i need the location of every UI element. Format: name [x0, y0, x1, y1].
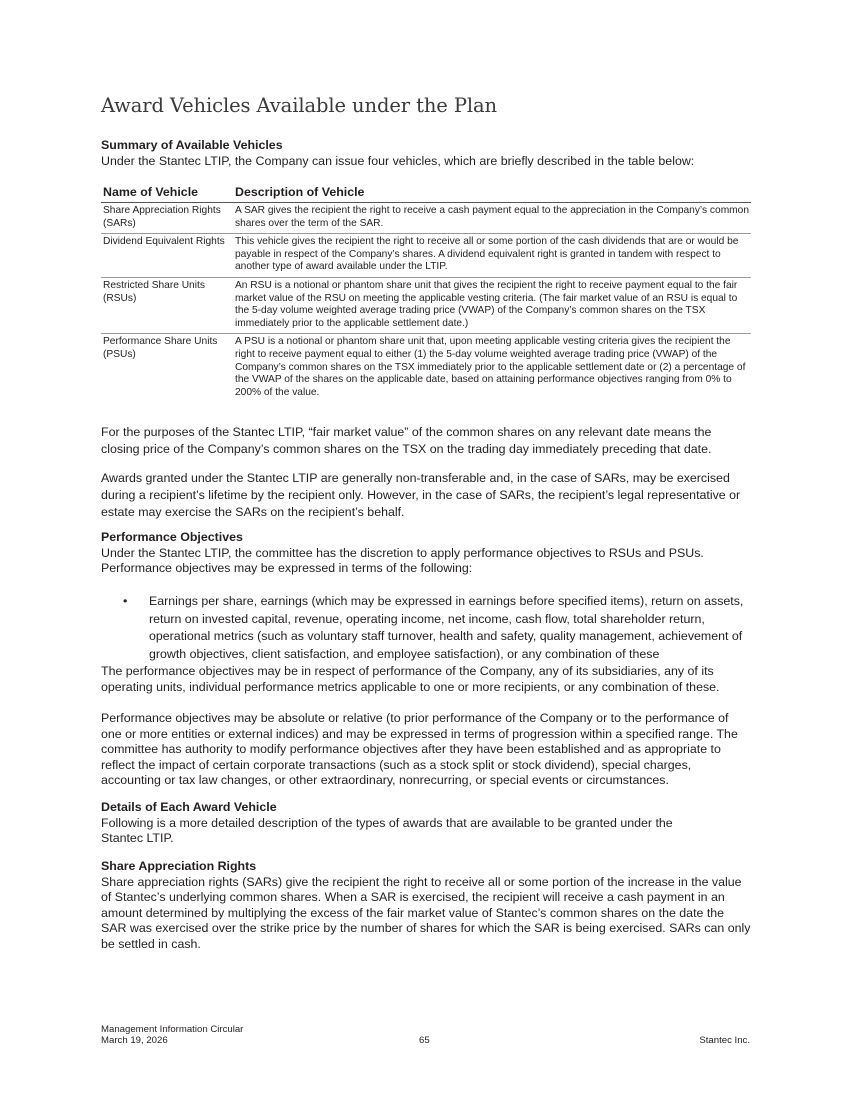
sar-section	[101, 859, 751, 953]
vehicle-description: An RSU is a notional or phantom share unit that gives the recipient the right to receive payment equal to the fair market value of the RSU on meeting the applicable vesting criteria. (The fair market value of an RSU is equal to the 5-day volume weighted average trading price (VWAP) of the Company’s common shares on the TSX immediately prior to the applicable settlement date.)	[233, 277, 751, 333]
table-header-row	[101, 185, 751, 203]
performance-paragraph: Performance objectives may be absolute or relative (to prior performance of the Company or to the performance of one or more entities or external indices) and may be expressed in terms of progression within a specified range. The committee has authority to modify performance objectives after they have been established and as appropriate to reflect the impact of certain corporate transactions (such as a stock split or stock dividend), special charges, accounting or tax law changes, or other extraordinary, nonrecurring, or special events or circumstances.	[101, 711, 738, 788]
bullet-list	[101, 593, 751, 663]
performance-section	[101, 530, 751, 577]
awards-paragraph-block	[101, 470, 751, 521]
sar-text: Share appreciation rights (SARs) give the recipient the right to receive all or some portion of the increase in the value of Stantec’s underlying common shares. When a SAR is exercised, the recipient will receive a cash payment in an amount determined by multiplying the excess of the fair market value of Stantec’s common shares on the date the SAR was exercised over the strike price by the number of shares for which the SAR is being exercised. SARs can only be settled in cash.	[101, 874, 751, 951]
details-section	[101, 800, 751, 847]
performance-heading: Performance Objectives	[101, 530, 243, 544]
vehicle-name: Share Appreciation Rights (SARs)	[101, 203, 233, 234]
awards-paragraph: Awards granted under the Stantec LTIP are generally non-transferable and, in the case of SARs, may be exercised during a recipient’s lifetime by the recipient only. However, in the case of SARs, the recipient’s legal representative or estate may exercise the SARs on the recipient’s behalf.	[101, 471, 741, 519]
performance-para1-block	[101, 664, 751, 695]
vehicle-name: Dividend Equivalent Rights	[101, 234, 233, 278]
vehicle-description: A PSU is a notional or phantom share unit that, upon meeting applicable vesting criteria gives the recipient the right to receive payment equal to either (1) the 5-day volume weighted average trading price (VWAP) of the Company’s common shares on the TSX immediately prior to the applicable settlement date or (2) a percentage of the VWAP of the shares on the applicable date, based on attaining performance objectives ranging from 0% to 200% of the value.	[235, 336, 746, 398]
table-row	[101, 277, 751, 333]
table-row	[101, 234, 751, 278]
summary-heading: Summary of Available Vehicles	[101, 138, 283, 152]
sar-heading: Share Appreciation Rights	[101, 859, 257, 873]
page-number: 65	[419, 1035, 430, 1046]
footer-company: Stantec Inc.	[699, 1035, 750, 1046]
fmv-paragraph-block	[101, 424, 751, 458]
performance-para2-block	[101, 711, 751, 789]
performance-paragraph: The performance objectives may be in respect of performance of the Company, any of its subsidiaries, any of its operating units, individual performance metrics applicable to one or more recipients, or any combination of these.	[101, 664, 720, 694]
list-item	[101, 593, 751, 663]
details-heading: Details of Each Award Vehicle	[101, 800, 277, 814]
bullet-text: Earnings per share, earnings (which may be expressed in earnings before specified items), return on assets, return on invested capital, revenue, operating income, net income, cash flow, total shareholder return, operational metrics (such as voluntary staff turnover, health and safety, quality management, achievement of growth objectives, client satisfaction, and employee satisfaction), or any combination of these	[149, 594, 744, 661]
summary-intro: Under the Stantec LTIP, the Company can issue four vehicles, which are briefly described in the table below:	[101, 153, 695, 168]
footer-document-name: Management Information Circular	[101, 1024, 244, 1035]
bullet-marker: •	[123, 594, 128, 608]
vehicle-description: A SAR gives the recipient the right to receive a cash payment equal to the appreciation in the Company’s common shares over the term of the SAR.	[233, 203, 751, 234]
performance-bullets	[101, 593, 751, 663]
fmv-paragraph: For the purposes of the Stantec LTIP, “fair market value” of the common shares on any relevant date means the closing price of the Company’s common shares on the TSX on the trading day immediately preceding that date.	[101, 425, 712, 456]
vehicle-description: This vehicle gives the recipient the right to receive all or some portion of the cash dividends that are or would be payable in respect of the Company’s shares. A dividend equivalent right is granted in tandem with respect to another type of award available under the LTIP.	[233, 234, 751, 278]
column-header-description: Description of Vehicle	[233, 185, 751, 203]
column-header-name: Name of Vehicle	[101, 185, 233, 203]
performance-intro: Under the Stantec LTIP, the committee has the discretion to apply performance objectives to RSUs and PSUs. Performance objectives may be expressed in terms of the following:	[101, 545, 704, 576]
table-row	[101, 203, 751, 234]
vehicle-name: Performance Share Units (PSUs)	[103, 336, 218, 360]
vehicles-table	[101, 185, 751, 402]
footer-date: March 19, 2026	[101, 1035, 168, 1046]
details-text: Following is a more detailed description of the types of awards that are available to be granted under the Stantec LTIP.	[101, 815, 673, 846]
table-row	[101, 334, 751, 402]
page-title: Award Vehicles Available under the Plan	[101, 94, 497, 117]
vehicle-name: Restricted Share Units (RSUs)	[101, 277, 233, 333]
footer-left	[101, 1024, 243, 1046]
summary-section	[101, 138, 751, 169]
